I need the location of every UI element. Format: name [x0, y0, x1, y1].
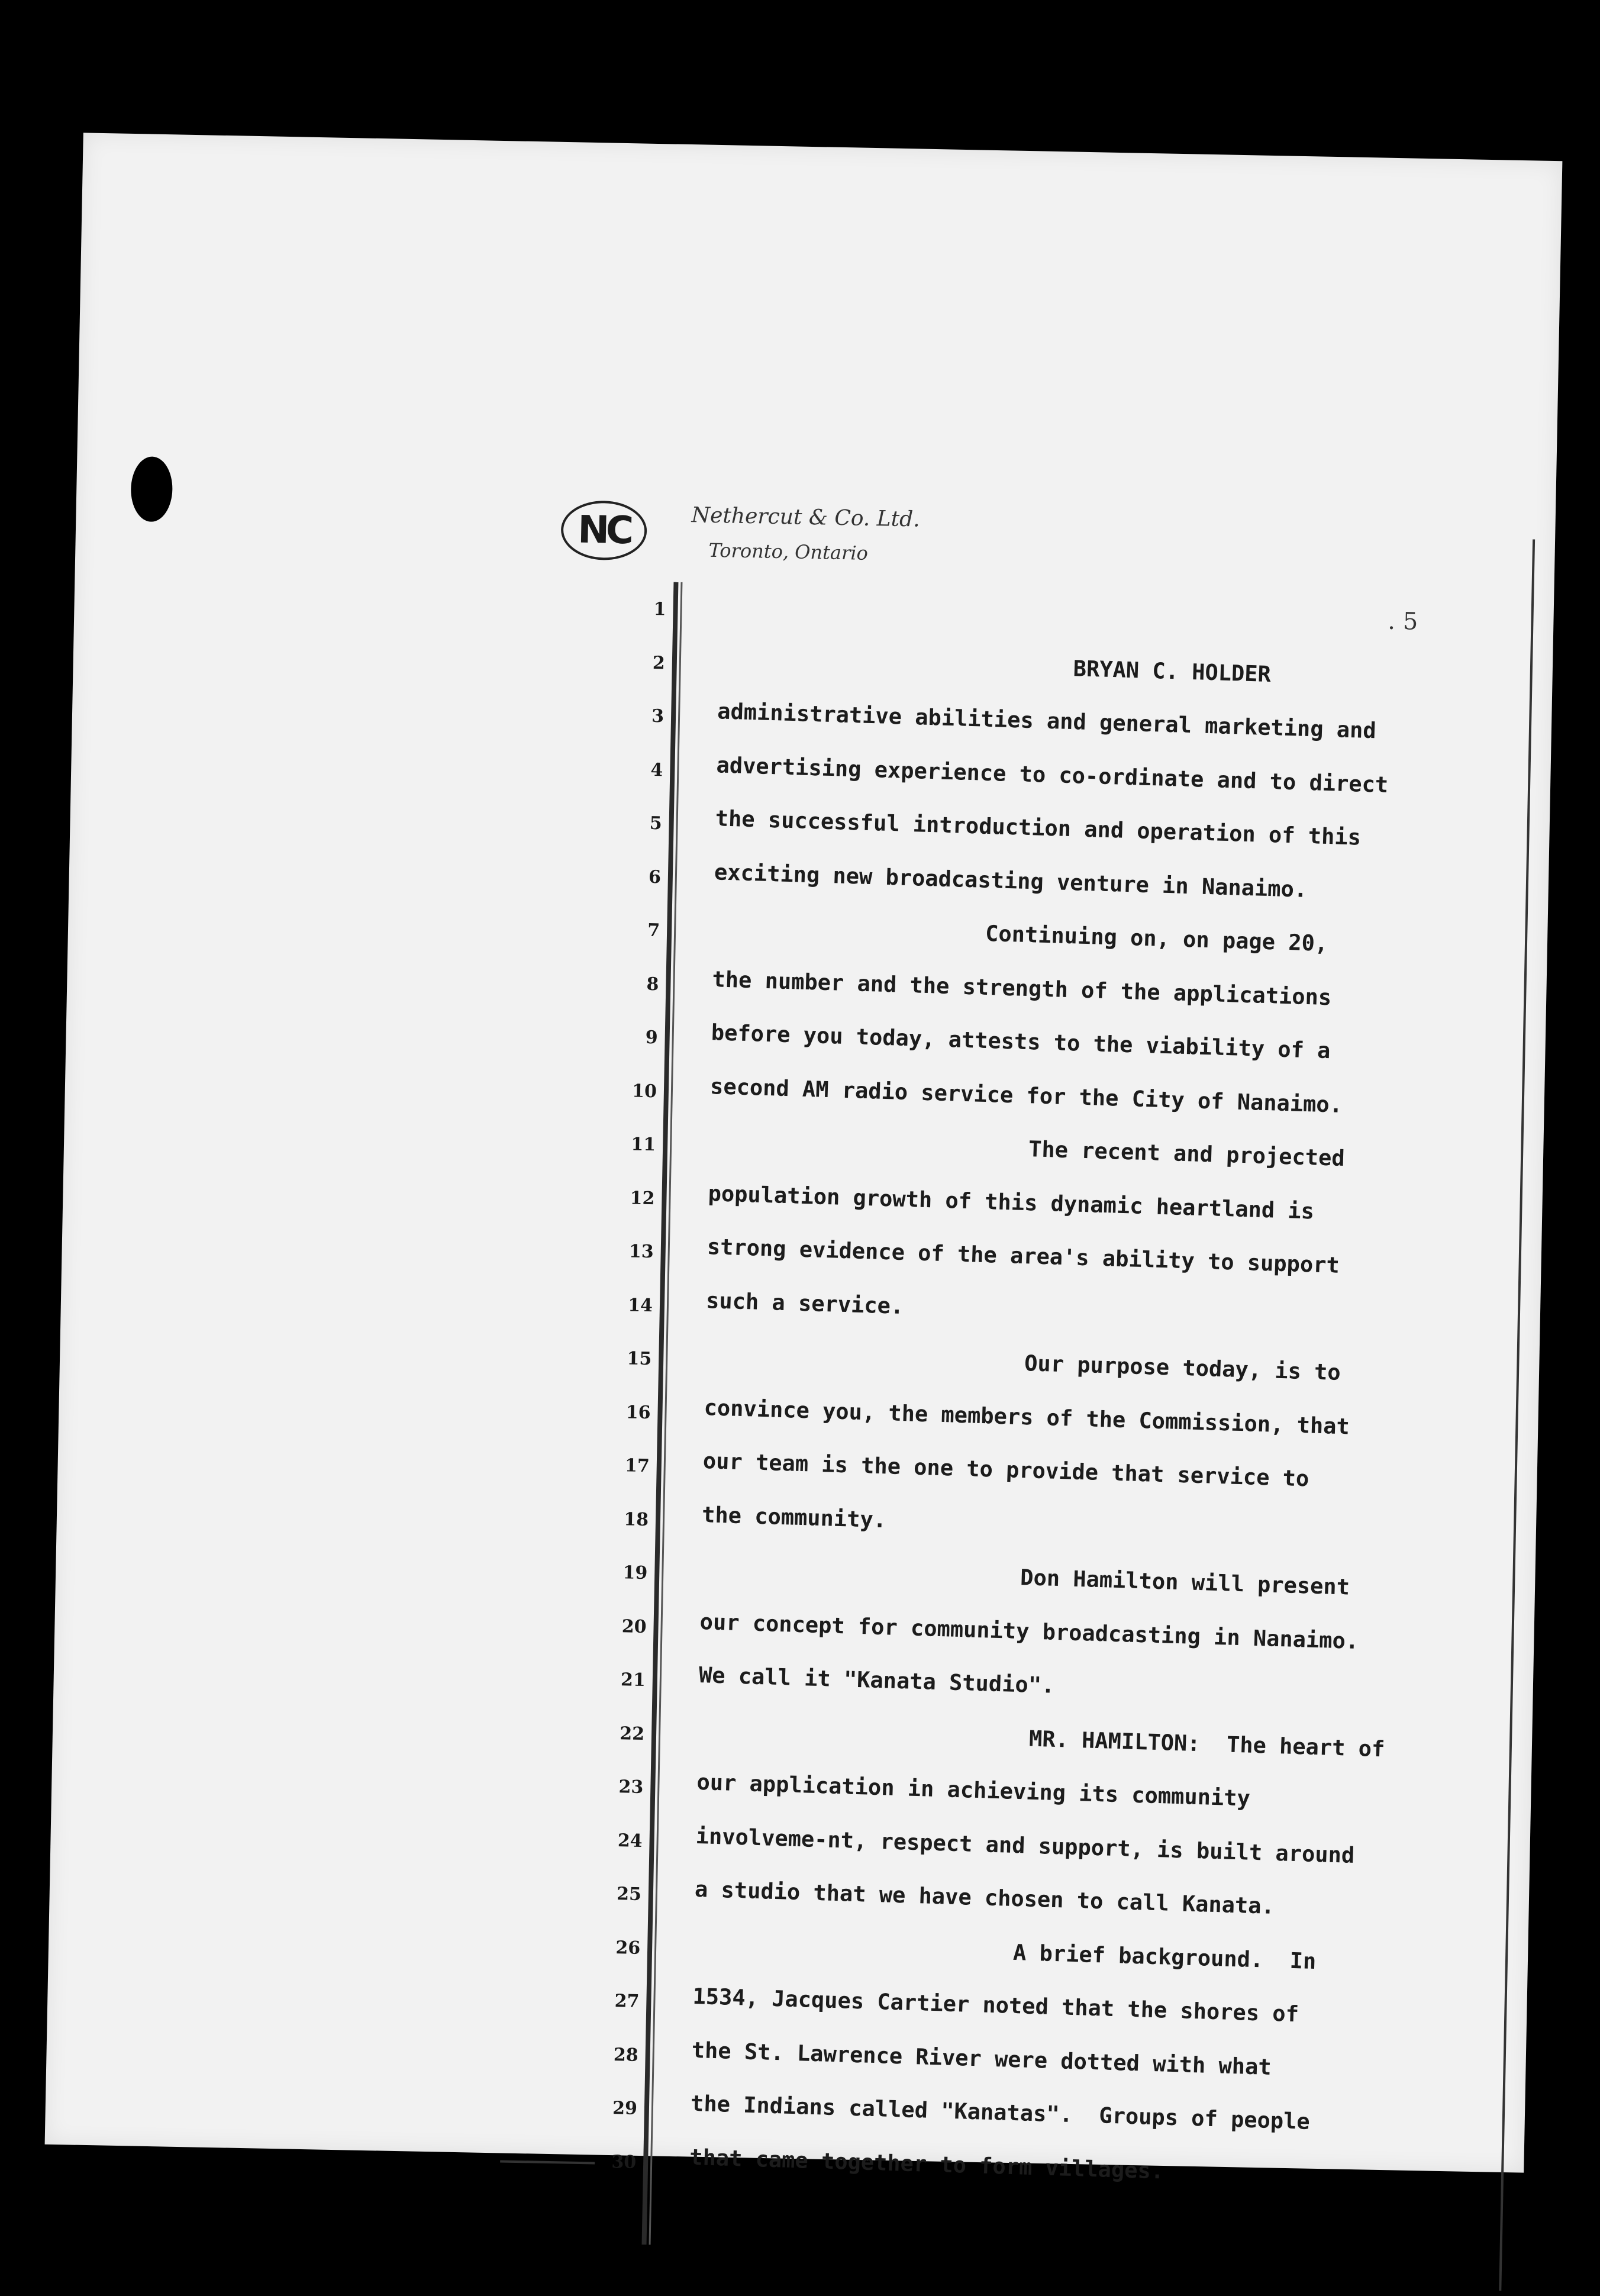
- transcript-line: before you today, attests to the viability of a: [711, 1020, 1331, 1064]
- transcript-line: 1534, Jacques Cartier noted that the shores of: [692, 1983, 1299, 2027]
- transcript-line: a studio that we have chosen to call Kanata.: [694, 1876, 1275, 1919]
- line-number: 23: [618, 1776, 644, 1798]
- line-number: 4: [650, 759, 663, 781]
- speaker-label: BRYAN C. HOLDER: [1073, 655, 1272, 687]
- transcript-line: our concept for community broadcasting in Nanaimo.: [699, 1608, 1359, 1654]
- firm-letterhead: [691, 498, 920, 571]
- transcript-line: the community.: [701, 1501, 887, 1533]
- transcript-line: the Indians called "Kanatas". Groups of people: [690, 2090, 1311, 2134]
- transcript-line: population growth of this dynamic heartland is: [708, 1180, 1315, 1224]
- line-number: 9: [645, 1027, 659, 1049]
- firm-city: Toronto, Ontario: [708, 538, 869, 565]
- transcript-line: advertising experience to co-ordinate and to direct: [715, 752, 1389, 798]
- line-number: 22: [620, 1723, 645, 1744]
- line-number: 3: [651, 705, 664, 727]
- nc-logo: [560, 500, 647, 561]
- transcript-line: the number and the strength of the applications: [712, 966, 1332, 1010]
- transcript-line: such a service.: [705, 1287, 904, 1319]
- transcript-line: our team is the one to provide that service to: [702, 1448, 1309, 1492]
- line-number: 13: [628, 1241, 654, 1263]
- line-number: 29: [612, 2098, 638, 2119]
- line-number: 8: [646, 973, 659, 995]
- transcript-line: exciting new broadcasting venture in Nanaimo.: [714, 859, 1308, 902]
- line-number: 20: [621, 1615, 647, 1637]
- page-number: . 5: [1387, 607, 1418, 636]
- line-number: 11: [631, 1134, 656, 1156]
- transcript-line: our application in achieving its community: [696, 1769, 1251, 1811]
- line-number: 19: [622, 1562, 648, 1584]
- line-number: 7: [647, 920, 660, 941]
- line-number: 1: [653, 598, 666, 620]
- logo-text: NC: [577, 508, 631, 553]
- transcript-line: involveme-nt, respect and support, is built around: [695, 1823, 1355, 1868]
- punch-hole: [130, 456, 173, 522]
- line-number: 21: [620, 1669, 646, 1691]
- transcript-line: the successful introduction and operation of this: [715, 805, 1362, 850]
- line-number: 16: [625, 1401, 651, 1423]
- transcript-line: that came together to form villages.: [689, 2144, 1164, 2184]
- line-number: 25: [616, 1884, 642, 1905]
- right-margin-rule: [1499, 539, 1535, 2291]
- line-number: 10: [631, 1080, 657, 1102]
- line-number: 27: [614, 1991, 640, 2012]
- transcript-line: the St. Lawrence River were dotted with what: [691, 2037, 1272, 2080]
- line-number: 6: [648, 866, 662, 888]
- transcript-body: [689, 582, 1489, 2203]
- transcript-line: MR. HAMILTON: The heart of: [1028, 1726, 1385, 1762]
- transcript-line: administrative abilities and general marketing and: [717, 698, 1377, 744]
- line-number: 30: [611, 2151, 637, 2173]
- line-number: 17: [624, 1455, 650, 1477]
- line-number: 15: [627, 1348, 652, 1370]
- transcript-line: The recent and projected: [1028, 1136, 1346, 1171]
- line-number: 5: [649, 812, 662, 834]
- transcript-line: We call it "Kanata Studio".: [698, 1662, 1055, 1698]
- transcript-line: Continuing on, on page 20,: [985, 920, 1328, 957]
- transcript-line: second AM radio service for the City of Nanaimo.: [709, 1073, 1343, 1118]
- transcript-line: Don Hamilton will present: [1020, 1565, 1350, 1600]
- transcript-line: A brief background. In: [1012, 1939, 1317, 1974]
- transcript-page: [45, 133, 1563, 2184]
- transcript-line: strong evidence of the area's ability to support: [707, 1234, 1340, 1278]
- line-number: 14: [627, 1294, 653, 1316]
- transcript-line: convince you, the members of the Commission, that: [704, 1394, 1350, 1439]
- line-number: 26: [615, 1937, 641, 1959]
- line-number: 28: [613, 2044, 639, 2066]
- transcript-line: Our purpose today, is to: [1024, 1350, 1341, 1385]
- line-number: 12: [630, 1187, 655, 1209]
- line-number: 18: [623, 1508, 649, 1530]
- line-number: 24: [617, 1830, 643, 1852]
- line-number: 2: [652, 652, 666, 673]
- firm-name: Nethercut & Co. Ltd.: [691, 503, 921, 532]
